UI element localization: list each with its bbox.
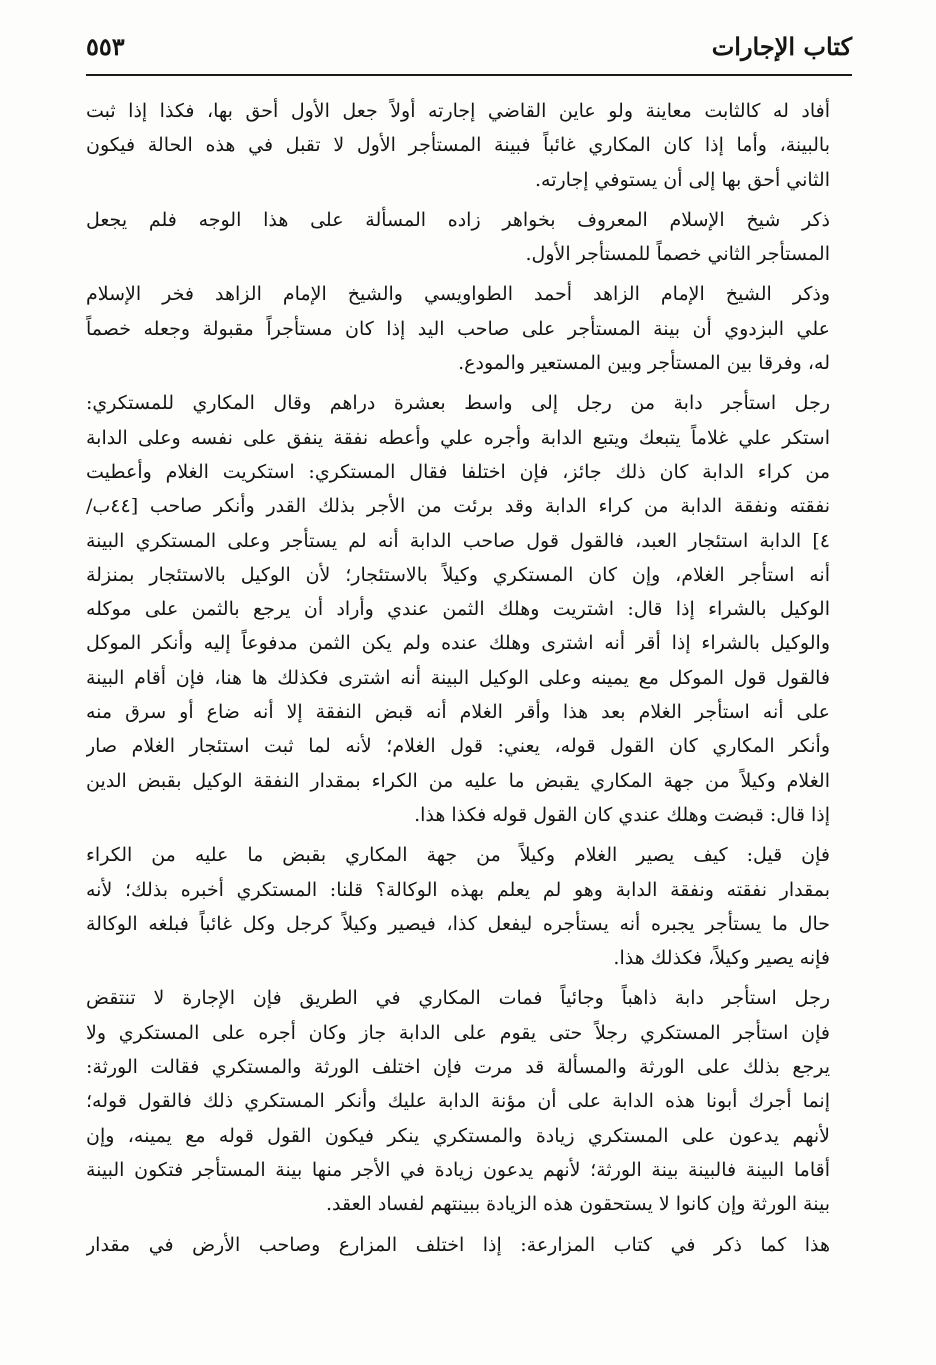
text-line: الثاني أحق بها إلى أن يستوفي إجارته. <box>534 168 830 191</box>
text-line: المستأجر الثاني خصماً للمستأجر الأول. <box>525 243 830 266</box>
text-line: وذكر الشيخ الإمام الزاهد أحمد الطواويسي والشيخ الإمام الزاهد فخر الإسلام <box>86 283 830 306</box>
paragraph <box>86 981 852 1221</box>
paragraph <box>86 94 852 197</box>
text-line: الغلام وكيلاً من جهة المكاري يقبض ما عليه من الكراء بمقدار النفقة الوكيل بقبض الدين <box>86 769 830 792</box>
paragraph <box>86 386 852 832</box>
page-body <box>86 94 852 1268</box>
text-line: هذا كما ذكر في كتاب المزارعة: إذا اختلف المزارع وصاحب الأرض في مقدار <box>86 1233 830 1256</box>
text-line: له، وفرقا بين المستأجر وبين المستعير والمودع. <box>458 352 830 375</box>
text-line: وأنكر المكاري كان القول قوله، يعني: قول الغلام؛ لأنه لما ثبت استئجار الغلام صار <box>86 735 830 758</box>
book-title: كتاب الإجارات <box>711 32 852 61</box>
text-line: على أنه استأجر الغلام بعد هذا وأقر الغلام أنه قبض النفقة إلا أنه ضاع أو سرق منه <box>86 701 830 724</box>
text-line: فالقول قول الموكل مع يمينه وعلى الوكيل البينة أنه اشترى فكذلك ها هنا، فإن أقام البينة <box>86 666 830 689</box>
text-line: أقاما البينة فالبينة بينة الورثة؛ لأنهم يدعون زيادة في الأجر منها بينة المستأجر فتكون البينة <box>86 1158 830 1181</box>
text-line: بالبينة، وأما إذا كان المكاري غائباً فبينة المستأجر الأول لا تقبل في هذه الحالة فيكون <box>86 134 830 157</box>
text-line: رجل استأجر دابة ذاهباً وجائياً فمات المكاري في الطريق فإن الإجارة لا تنتقض <box>86 987 830 1010</box>
text-line: استكر علي غلاماً يتبعك ويتبع الدابة وأجره علي وأعطه نفقة ينفق على نفسه وعلى الدابة <box>86 426 830 449</box>
page-number: ٥٥٣ <box>86 32 125 61</box>
text-line: علي البزدوي أن بينة المستأجر على صاحب اليد إذا كان مستأجراً مقبولة وجعله خصماً <box>86 317 830 340</box>
text-line: أفاد له كالثابت معاينة ولو عاين القاضي إجارته أولاً جعل الأول أحق بها، فكذا إذا ثبت <box>86 100 830 122</box>
text-line: إذا قال: قبضت وهلك عندي كان القول قوله فكذا هذا. <box>414 803 830 826</box>
text-line: لأنهم يدعون على المستكري زيادة والمستكري ينكر فيكون القول قوله مع يمينه، وإن <box>86 1124 830 1147</box>
text-line: ٤] الدابة استئجار العبد، فالقول قول صاحب الدابة أنه لم يستأجر وعلى المستكري البينة <box>86 529 830 552</box>
text-line: فإن استأجر المستكري رجلاً حتى يقوم على الدابة جاز وكان أجره على المستكري ولا <box>86 1021 830 1044</box>
paragraph <box>86 838 852 975</box>
text-line: من كراء الدابة كان ذلك جائز، فإن اختلفا فقال المستكري: استكريت الغلام وأعطيت <box>86 460 830 483</box>
text-line: فإنه يصير وكيلاً، فكذلك هذا. <box>613 947 830 970</box>
text-line: رجل استأجر دابة من رجل إلى واسط بعشرة دراهم وقال المكاري للمستكري: <box>86 392 830 415</box>
text-line: فإن قيل: كيف يصير الغلام وكيلاً من جهة المكاري بقبض ما عليه من الكراء <box>86 844 830 867</box>
text-line: حال ما يستأجر يجبره أنه يستأجره ليفعل كذا، فيصير وكيلاً كرجل وكل غائباً فبلغه الوكالة <box>86 912 830 935</box>
text-line: ذكر شيخ الإسلام المعروف بخواهر زاده المسألة على هذا الوجه فلم يجعل <box>86 208 830 231</box>
text-line: بمقدار نفقته ونفقة الدابة وهو لم يعلم بهذه الوكالة؟ قلنا: المستكري أخبره بذلك؛ لأنه <box>86 878 830 901</box>
text-line: والوكيل بالشراء إذا أقر أنه اشترى وهلك عنده ولم يكن الثمن مدفوعاً إليه وأنكر الموكل <box>86 632 830 655</box>
text-line: بينة الورثة وإن كانوا لا يستحقون هذه الزيادة ببينتهم لفساد العقد. <box>325 1193 830 1216</box>
text-line: أنه استأجر الغلام، وإن كان المستكري وكيلاً بالاستئجار؛ لأن الوكيل بالاستئجار بمنزلة <box>86 563 830 586</box>
text-line: إنما أجرك أبونا هذه الدابة على أن مؤنة الدابة عليك وأنكر المستكري ذلك فالقول قوله؛ <box>86 1090 830 1113</box>
paragraph <box>86 203 852 272</box>
paragraph <box>86 277 852 380</box>
text-line: نفقته ونفقة الدابة من كراء الدابة وقد برئت من الأجر بذلك القدر وأنكر صاحب [٤٤ب/ <box>86 495 830 518</box>
text-line: يرجع بذلك على الورثة والمسألة قد مرت فإن اختلف الورثة والمستكري فقالت الورثة: <box>86 1056 830 1079</box>
page-header <box>86 30 852 76</box>
text-line: الوكيل بالشراء إذا قال: اشتريت وهلك الثمن عندي وأراد أن يرجع بالثمن على موكله <box>86 598 830 621</box>
paragraph <box>86 1228 852 1262</box>
